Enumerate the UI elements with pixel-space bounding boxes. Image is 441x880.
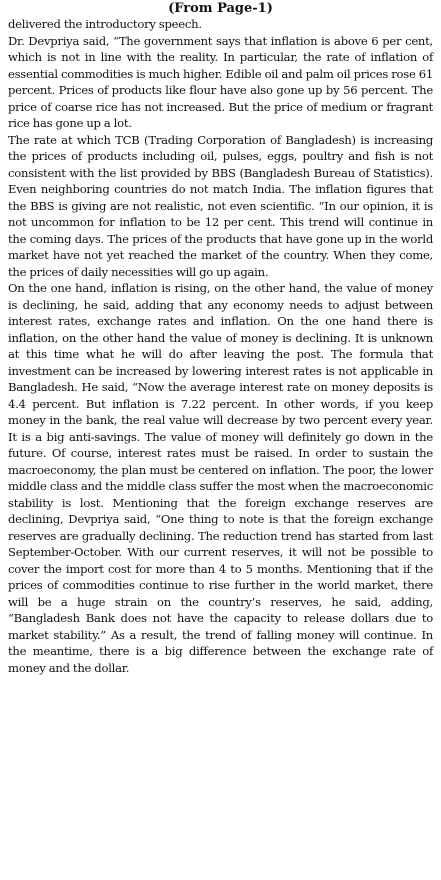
paragraph-tcb-prices: The rate at which TCB (Trading Corporation of Bangladesh) is increasing the prices of products including oil, pulses, eggs, poultry and fish is not consistent with the list provided by BBS (Bangladesh Bureau of Statistics). Even neighboring countries do not match India. The inflation figures that the BBS is giving are not realistic, not even scientific. “In our opinion, it is not uncommon for inflation to be 12 per cent. This trend will continue in the coming days. The prices of the products that have gone up in the world market have not yet reached the market of the country. When they come, the prices of daily necessities will go up again. [8, 132, 433, 279]
continuation-header: (From Page-1) [168, 1, 273, 16]
paragraph-intro: delivered the introductory speech. [8, 17, 202, 31]
paragraph-inflation-reality: Dr. Devpriya said, “The government says that inflation is above 6 per cent, which is not in line with the reality. In particular, the rate of inflation of essential commodities is much higher. Edible oil and palm oil prices rose 61 percent. Prices of products like flour have also gone up by 56 percent. The price of coarse rice has not increased. But the price of medium or fragrant rice has gone up a lot. [8, 33, 433, 130]
paragraph-money-value: On the one hand, inflation is rising, on the other hand, the value of money is declining, he said, adding that any economy needs to adjust between interest rates, exchange rates and inflation. On the one hand there is inflation, on the other hand the value of money is declining. It is unknown at this time what he will do after leaving the post. The formula that investment can be increased by lowering interest rates is not applicable in Bangladesh. He said, “Now the average interest rate on money deposits is 4.4 percent. But inflation is 7.22 percent. In other words, if you keep money in the bank, the real value will decrease by two percent every year. It is a big anti-savings. The value of money will definitely go down in the future. Of course, interest rates must be raised. In order to sustain the macroeconomy, the plan must be centered on inflation. The poor, the lower middle class and the middle class suffer the most when the macroeconomic stability is lost. Mentioning that the foreign exchange reserves are declining, Devpriya said, “One thing to note is that the foreign exchange reserves are gradually declining. The reduction trend has started from last September-October. With our current reserves, it will not be possible to cover the import cost for more than 4 to 5 months. Mentioning that if the prices of commodities continue to rise further in the world market, there will be a huge strain on the country’s reserves, he said, adding, “Bangladesh Bank does not have the capacity to release dollars due to market stability.” As a result, the trend of falling money will continue. In the meantime, there is a big difference between the exchange rate of money and the dollar. [8, 281, 433, 675]
